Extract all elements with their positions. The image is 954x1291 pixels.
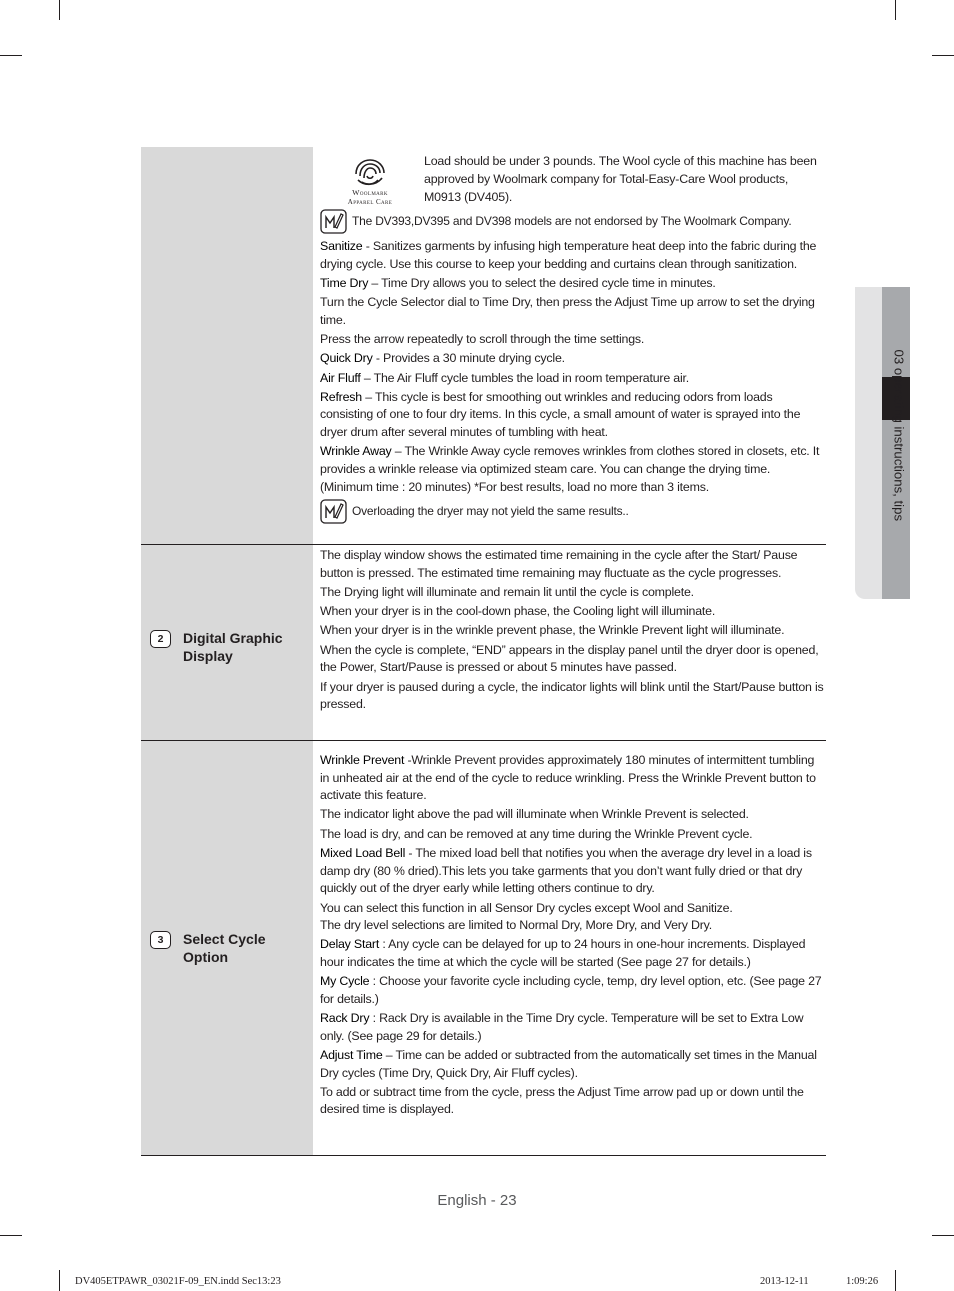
adjusttime-paragraph-2: To add or subtract time from the cycle, press the Adjust Time arrow pad up or down until the desired time is displayed. xyxy=(320,1084,804,1117)
label-cell xyxy=(141,545,313,740)
display-row xyxy=(141,545,826,741)
item-number: 3 xyxy=(150,931,171,949)
side-tab-light xyxy=(855,287,885,599)
display-paragraph-2: The Drying light will illuminate and remain lit until the cycle is complete. xyxy=(320,584,694,599)
wrinkleaway-text: – The Wrinkle Away cycle removes wrinkles from clothes stored in closets, etc. It provides a wrinkle release via optimized steam care. You can change the drying time. (Minimum time : 20 minutes) *For best results, load no more than 3 items. xyxy=(320,444,820,494)
cycle-row xyxy=(141,147,826,545)
crop-mark xyxy=(895,0,896,20)
display-title: Digital Graphic Display xyxy=(183,630,283,664)
delaystart-paragraph xyxy=(320,936,826,971)
woolmark-icon xyxy=(352,158,388,188)
wrinkleaway-term: Wrinkle Away xyxy=(320,444,392,459)
crop-mark xyxy=(895,1270,896,1291)
mycycle-term: My Cycle xyxy=(320,974,370,989)
rackdry-term: Rack Dry xyxy=(320,1011,370,1026)
woolmark-text: Load should be under 3 pounds. The Wool cycle of this machine has been approved by Woolmark company for Total-Easy-Care Wool products, M0913 (DV405). xyxy=(424,154,817,204)
woolmark-logo-subtext: Apparel Care xyxy=(347,198,393,206)
crop-mark xyxy=(932,55,954,56)
timedry-term: Time Dry xyxy=(320,275,369,290)
slug-date: 2013-12-11 xyxy=(760,1276,809,1287)
chapter-title: 03 operating instructions, tips xyxy=(891,349,907,522)
note-text-2: Overloading the dryer may not yield the same results.. xyxy=(352,503,629,518)
wrinkleaway-paragraph xyxy=(320,443,826,496)
refresh-text: – This cycle is best for smoothing out wrinkles and reducing odors from loads consisting of one to four dry items. In this cycle, a small amount of water is sprayed into the dryer drum after several minutes of tumbling with heat. xyxy=(320,389,801,440)
mixedloadbell-paragraph-2: You can select this function in all Sensor Dry cycles except Wool and Sanitize. xyxy=(320,900,733,915)
wrinkleprevent-paragraph xyxy=(320,752,826,805)
mixedloadbell-text: - The mixed load bell that notifies you when the average dry level in a load is damp dry (80 % dried).This lets you take garments that you don’t want fully dried or that dry quickly out of the dryer early while letting others continue to dry. xyxy=(320,846,812,896)
content-cell xyxy=(313,147,826,544)
crop-mark xyxy=(0,55,22,56)
adjusttime-term: Adjust Time xyxy=(320,1048,383,1062)
display-paragraph-5: When the cycle is complete, “END” appears in the display panel until the dryer door is opened, the Power, Start/Pause is pressed or about 5 minutes have passed. xyxy=(320,642,819,675)
airfluff-paragraph xyxy=(320,370,826,388)
airfluff-term: Air Fluff xyxy=(320,370,361,385)
wrinkleprevent-paragraph-2: The indicator light above the pad will illuminate when Wrinkle Prevent is selected. xyxy=(320,807,749,822)
woolmark-block xyxy=(320,152,826,206)
page-number: English - 23 xyxy=(437,1192,517,1209)
label-cell xyxy=(141,147,313,544)
wrinkleprevent-text: -Wrinkle Prevent provides approximately 180 minutes of intermittent tumbling in unheated air at the end of the cycle to reduce wrinkling. Press the Wrinkle Prevent button to activate this feature. xyxy=(320,753,816,803)
rackdry-text: : Rack Dry is available in the Time Dry cycle. Temperature will be set to Extra Low only. (See page 29 for details.) xyxy=(320,1011,804,1043)
timedry-paragraph-2: Turn the Cycle Selector dial to Time Dry, then press the Adjust Time up arrow to set the drying time. xyxy=(320,295,815,327)
crop-mark xyxy=(932,1235,954,1236)
sanitize-paragraph xyxy=(320,238,826,273)
note-block-2 xyxy=(320,499,826,524)
delaystart-text: : Any cycle can be delayed for up to 24 hours in one-hour increments. Displayed hour indicates the time at which the cycle will be started (See page 27 for details.) xyxy=(320,937,806,969)
mycycle-text: : Choose your favorite cycle including cycle, temp, dry level option, etc. (See page 27 for details.) xyxy=(320,974,822,1006)
note-icon xyxy=(320,209,347,234)
airfluff-text: – The Air Fluff cycle tumbles the load in room temperature air. xyxy=(360,370,690,385)
label-cell xyxy=(141,741,313,1155)
note-block xyxy=(320,209,826,234)
quickdry-paragraph xyxy=(320,350,826,368)
timedry-text: – Time Dry allows you to select the desired cycle time in minutes. xyxy=(368,275,716,290)
rackdry-paragraph xyxy=(320,1010,826,1045)
mixedloadbell-paragraph-3: The dry level selections are limited to Normal Dry, More Dry, and Very Dry. xyxy=(320,918,712,933)
woolmark-logo-text: Woolmark xyxy=(352,188,388,197)
timedry-paragraph xyxy=(320,275,826,293)
refresh-term: Refresh xyxy=(320,389,362,404)
display-paragraph-4: When your dryer is in the wrinkle prevent phase, the Wrinkle Prevent light will illuminate. xyxy=(320,623,785,638)
mycycle-paragraph xyxy=(320,973,826,1008)
sanitize-text: - Sanitizes garments by infusing high temperature heat deep into the fabric during the drying cycle. Use this course to keep your bedding and curtains clean through sanitization. xyxy=(320,239,817,271)
content-cell xyxy=(313,545,826,740)
quickdry-term: Quick Dry xyxy=(320,351,373,366)
display-paragraph-1: The display window shows the estimated time remaining in the cycle after the Start/ Pause button is pressed. The estimated time remaining may fluctuate as the cycle progresses. xyxy=(320,548,798,580)
crop-mark xyxy=(59,1270,60,1291)
mixedloadbell-paragraph xyxy=(320,845,826,898)
crop-mark xyxy=(59,0,60,20)
note-text: The DV393,DV395 and DV398 models are not endorsed by The Woolmark Company. xyxy=(352,213,792,228)
wrinkleprevent-term: Wrinkle Prevent xyxy=(320,753,405,767)
adjusttime-text: – Time can be added or subtracted from the automatically set times in the Manual Dry cycles (Time Dry, Quick Dry, Air Fluff cycles). xyxy=(320,1048,817,1080)
wrinkleprevent-paragraph-3: The load is dry, and can be removed at any time during the Wrinkle Prevent cycle. xyxy=(320,826,753,841)
display-label xyxy=(150,629,303,665)
adjusttime-paragraph xyxy=(320,1047,826,1082)
option-label xyxy=(150,930,303,966)
option-title: Select Cycle Option xyxy=(183,931,266,965)
content-cell xyxy=(313,741,826,1155)
display-paragraph-6: If your dryer is paused during a cycle, the indicator lights will blink until the Start/Pause button is pressed. xyxy=(320,679,824,712)
delaystart-term: Delay Start xyxy=(320,937,380,952)
slug-file: DV405ETPAWR_03021F-09_EN.indd Sec13:23 xyxy=(75,1276,281,1287)
chapter-side-tab xyxy=(855,287,910,599)
note-icon xyxy=(320,499,347,524)
quickdry-text: - Provides a 30 minute drying cycle. xyxy=(372,351,565,366)
refresh-paragraph xyxy=(320,389,826,442)
mixedloadbell-term: Mixed Load Bell xyxy=(320,846,406,861)
timedry-paragraph-3: Press the arrow repeatedly to scroll through the time settings. xyxy=(320,332,645,347)
slug-time: 1:09:26 xyxy=(846,1276,879,1287)
features-table xyxy=(141,147,826,1156)
crop-mark xyxy=(0,1235,22,1236)
sanitize-term: Sanitize xyxy=(320,239,363,253)
display-paragraph-3: When your dryer is in the cool-down phase, the Cooling light will illuminate. xyxy=(320,604,716,619)
item-number: 2 xyxy=(150,630,171,648)
woolmark-logo xyxy=(320,152,418,206)
option-row xyxy=(141,741,826,1156)
